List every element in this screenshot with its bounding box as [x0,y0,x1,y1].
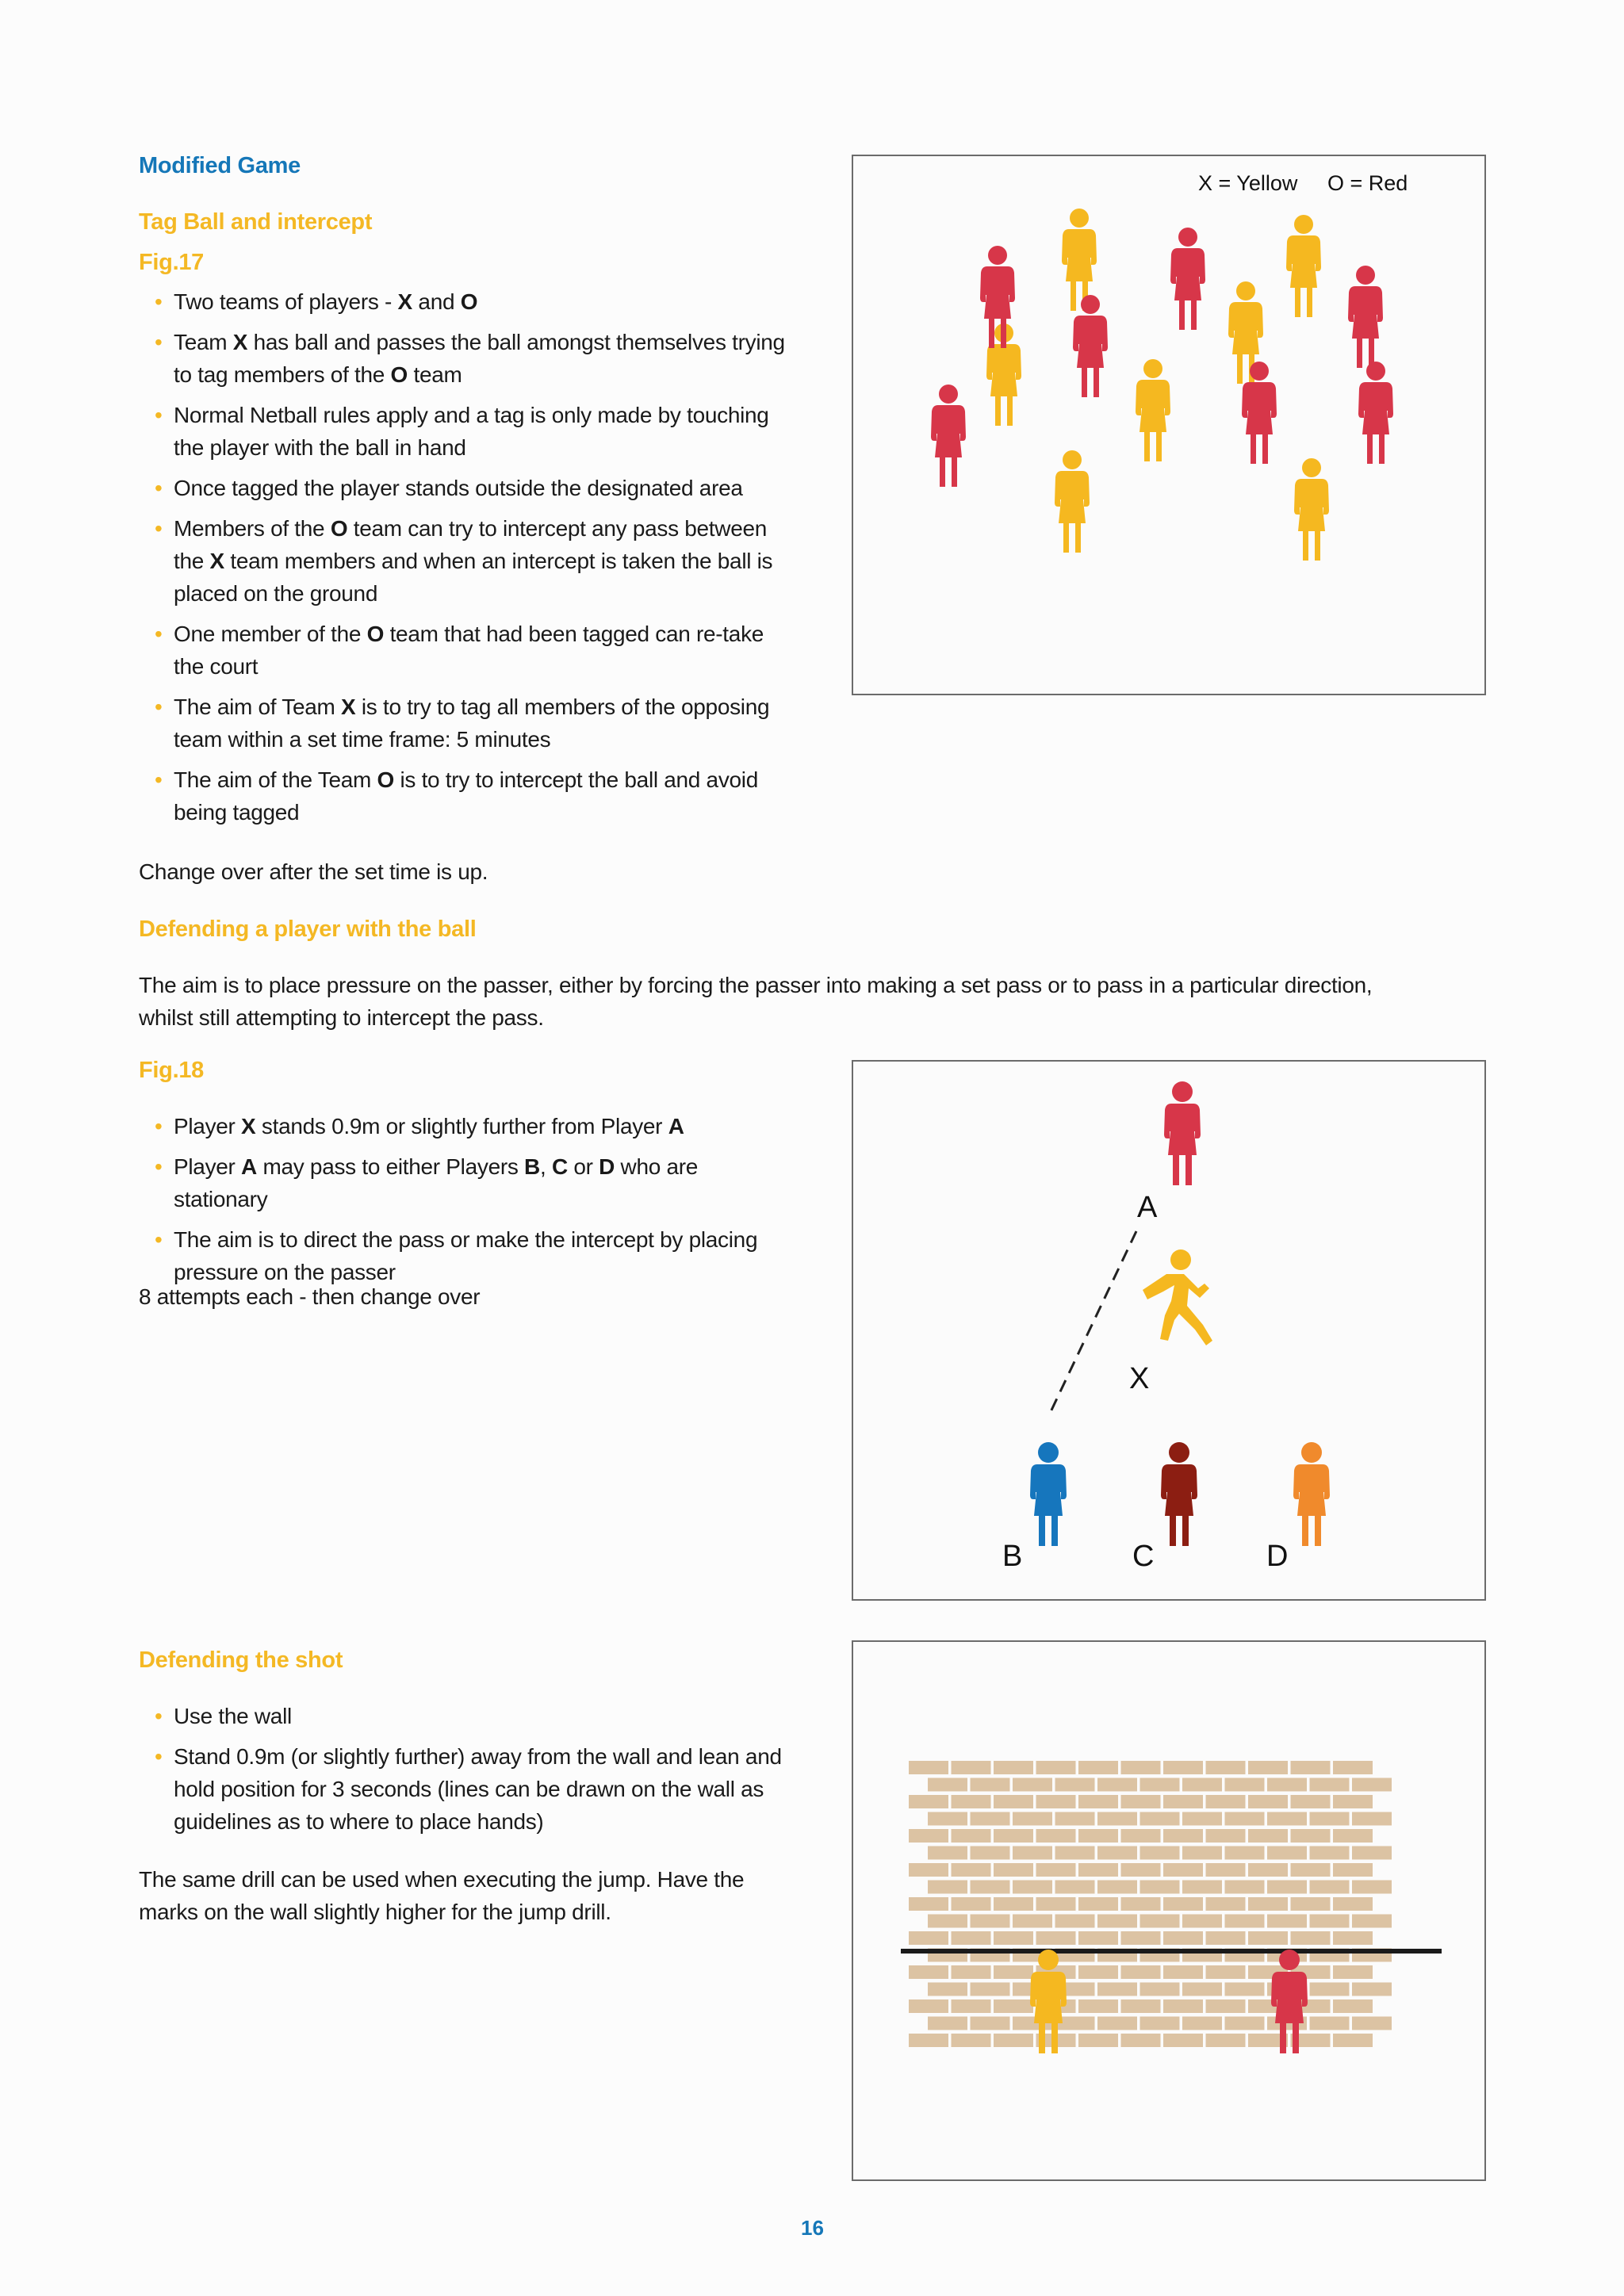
brick [909,1965,948,1979]
brick [1140,1778,1180,1792]
brick [909,2034,948,2047]
brick [971,2017,1010,2030]
brick [928,1846,967,1860]
brick [1078,1795,1118,1808]
brick [1163,1863,1203,1877]
label-c: C [1132,1540,1155,1573]
defending-shot-title: Defending the shot [139,1647,343,1673]
brick [1310,1812,1350,1826]
brick [1078,1829,1118,1843]
brick [994,1897,1033,1911]
list-item: • The aim is to direct the pass or make the intercept by placing pressure on the passer [139,1223,797,1288]
team-x-players [986,209,1329,561]
brick [1097,1983,1137,1996]
brick [1333,1999,1373,2013]
label-b: B [1002,1540,1023,1573]
fig17-label: Fig.17 [139,250,204,275]
brick [1036,1829,1076,1843]
brick [1140,1812,1180,1826]
brick [1182,2017,1222,2030]
brick [928,1915,967,1928]
brick [1352,1881,1392,1894]
brick [928,1983,967,1996]
brick [1206,2034,1246,2047]
brick [1163,1931,1203,1945]
brick [1036,1863,1076,1877]
brick [909,1829,948,1843]
brick [1310,2017,1350,2030]
brick [971,1778,1010,1792]
wall-diagram [852,1640,1486,2181]
brick [1078,1931,1118,1945]
brick [1097,1915,1137,1928]
brick [1055,1915,1095,1928]
brick [952,1965,991,1979]
player-c [1161,1442,1197,1546]
brick [1248,1931,1288,1945]
brick [1036,1897,1076,1911]
brick [1163,1795,1203,1808]
red-player [1170,228,1205,330]
brick [1097,1778,1137,1792]
brick [1225,1846,1265,1860]
brick [909,1931,948,1945]
defending-player-intro: The aim is to place pressure on the passer, either by forcing the passer into making a set pass or to pass in a particular direction, whilst still attempting to intercept the pass. [139,973,1373,1030]
label-d: D [1266,1540,1289,1573]
brick [1097,1881,1137,1894]
brick [909,1999,948,2013]
brick [1163,1999,1203,2013]
brick [971,1812,1010,1826]
brick [1182,1812,1222,1826]
player-a [1164,1081,1201,1185]
list-item: • Members of the O team can try to intercept any pass between the X team members and when an intercept is taken the ball is placed on the ground [139,512,797,610]
brick [971,1846,1010,1860]
brick [952,1761,991,1774]
brick [1248,1761,1288,1774]
brick [994,1965,1033,1979]
brick [1352,1812,1392,1826]
brick [1310,1778,1350,1792]
brick [1013,1881,1052,1894]
brick [1121,1829,1161,1843]
brick [1163,2034,1203,2047]
red-player [1073,295,1108,397]
brick [1333,1931,1373,1945]
brick [1078,1897,1118,1911]
brick [1182,1778,1222,1792]
brick [1333,2034,1373,2047]
tag-ball-title: Tag Ball and intercept [139,209,373,235]
brick [1291,1897,1331,1911]
brick [1140,1846,1180,1860]
red-player [931,385,966,487]
brick [1206,1999,1246,2013]
brick [994,1863,1033,1877]
brick [1140,1915,1180,1928]
red-player [1242,362,1277,464]
brick [1291,1829,1331,1843]
brick [1206,1795,1246,1808]
fig18-diagram [852,1060,1486,1601]
brick [1248,1897,1288,1911]
brick [1206,1761,1246,1774]
player-b [1030,1442,1067,1546]
brick [971,1915,1010,1928]
brick [952,1931,991,1945]
brick [1121,1897,1161,1911]
brick [1206,1965,1246,1979]
brick [1267,1915,1307,1928]
brick [1333,1863,1373,1877]
player-d [1293,1442,1330,1546]
brick [1267,1778,1307,1792]
brick [928,1812,967,1826]
brick [928,1778,967,1792]
brick [1248,1863,1288,1877]
defending-player-after: 8 attempts each - then change over [139,1284,481,1309]
defending-shot-bullets [139,1700,797,1846]
fig18-label: Fig.18 [139,1058,204,1083]
list-item: • Team X has ball and passes the ball amongst themselves trying to tag members of the O team [139,326,797,391]
list-item: • Stand 0.9m (or slightly further) away from the wall and lean and hold position for 3 seconds (lines can be drawn on the wall as guidelines as to where to place hands) [139,1740,797,1838]
brick [1163,1761,1203,1774]
brick [1291,1795,1331,1808]
brick [928,2017,967,2030]
brick [1225,2017,1265,2030]
brick [1225,1778,1265,1792]
brick [928,1881,967,1894]
brick [1055,1812,1095,1826]
brick [1078,1863,1118,1877]
brick [1078,2034,1118,2047]
brick [1140,2017,1180,2030]
brick [1097,1846,1137,1860]
brick [1182,1915,1222,1928]
brick [952,1863,991,1877]
brick [1182,1983,1222,1996]
page-number: 16 [801,2216,824,2240]
legend-o: O = Red [1327,171,1408,195]
brick [1121,1863,1161,1877]
brick [1163,1965,1203,1979]
defending-shot-after: The same drill can be used when executing the jump. Have the marks on the wall slightly higher for the jump drill. [139,1867,745,1924]
brick [952,2034,991,2047]
list-item: • Use the wall [139,1700,797,1732]
red-player [1358,362,1393,464]
brick [1310,1881,1350,1894]
tag-ball-bullets [139,285,797,836]
brick [1013,1778,1052,1792]
defending-player-title: Defending a player with the ball [139,916,477,942]
brick [1333,1761,1373,1774]
brick [971,1983,1010,1996]
brick [994,1795,1033,1808]
brick [1248,1829,1288,1843]
brick [1225,1983,1265,1996]
brick [1121,2034,1161,2047]
yellow-player [1294,458,1329,561]
brick [1225,1881,1265,1894]
yellow-player [1136,359,1170,461]
defending-player-bullets [139,1110,797,1296]
brick [1121,1999,1161,2013]
brick [994,1761,1033,1774]
legend-x: X = Yellow [1198,171,1298,195]
list-item: • Once tagged the player stands outside the designated area [139,472,797,504]
tag-ball-after: Change over after the set time is up. [139,859,488,884]
brick [1333,1965,1373,1979]
list-item: • Two teams of players - X and O [139,285,797,318]
brick [1352,1915,1392,1928]
brick [1310,1846,1350,1860]
brick [971,1881,1010,1894]
brick [1121,1931,1161,1945]
brick [1182,1846,1222,1860]
pass-line [1048,1231,1136,1417]
brick [1078,1761,1118,1774]
brick [994,1931,1033,1945]
brick [1078,1965,1118,1979]
brick [1036,1931,1076,1945]
brick [1291,1931,1331,1945]
brick [1013,1915,1052,1928]
brick [1097,2017,1137,2030]
brick [1267,1812,1307,1826]
brick [1206,1931,1246,1945]
label-a: A [1137,1191,1158,1224]
brick [994,2034,1033,2047]
brick [1352,1778,1392,1792]
brick [1352,2017,1392,2030]
brick [1097,1812,1137,1826]
brick [952,1795,991,1808]
brick [1206,1829,1246,1843]
brick [1310,1983,1350,1996]
brick [1163,1897,1203,1911]
brick [909,1897,948,1911]
brick [1121,1795,1161,1808]
brick [1055,1846,1095,1860]
brick [1036,1761,1076,1774]
brick [1291,1761,1331,1774]
brick [994,1999,1033,2013]
brick [1036,1795,1076,1808]
brick [1333,1829,1373,1843]
brick [1078,1999,1118,2013]
list-item: • The aim of Team X is to try to tag all members of the opposing team within a set time frame: 5 minutes [139,691,797,756]
brick [1248,1795,1288,1808]
list-item: • The aim of the Team O is to try to intercept the ball and avoid being tagged [139,763,797,828]
label-x: X [1129,1362,1150,1395]
brick [1163,1829,1203,1843]
brick-wall [909,1761,1392,2047]
brick [909,1863,948,1877]
section-title: Modified Game [139,153,301,178]
brick [1352,1846,1392,1860]
player-x-running [1143,1249,1212,1345]
brick [1206,1863,1246,1877]
brick [1225,1812,1265,1826]
brick [1140,1881,1180,1894]
brick [1225,1915,1265,1928]
list-item: • One member of the O team that had been tagged can re-take the court [139,618,797,683]
brick [952,1829,991,1843]
yellow-player [1286,215,1321,317]
brick [1267,1846,1307,1860]
brick [1140,1983,1180,1996]
brick [952,1897,991,1911]
brick [1013,1846,1052,1860]
brick [1182,1881,1222,1894]
fig17-diagram [852,155,1486,695]
brick [1333,1897,1373,1911]
brick [1055,1778,1095,1792]
list-item: • Player X stands 0.9m or slightly further from Player A [139,1110,797,1142]
brick [1291,1863,1331,1877]
brick [952,1999,991,2013]
brick [1121,1965,1161,1979]
brick [909,1761,948,1774]
list-item: • Normal Netball rules apply and a tag is only made by touching the player with the ball in hand [139,399,797,464]
brick [1310,1915,1350,1928]
yellow-player [1055,450,1090,553]
brick [909,1795,948,1808]
brick [1267,1881,1307,1894]
brick [1013,1812,1052,1826]
brick [994,1829,1033,1843]
brick [1333,1795,1373,1808]
brick [1121,1761,1161,1774]
brick [1206,1897,1246,1911]
red-player [1348,266,1383,368]
brick [1055,1881,1095,1894]
list-item: • Player A may pass to either Players B, C or D who are stationary [139,1150,797,1215]
brick [1352,1983,1392,1996]
